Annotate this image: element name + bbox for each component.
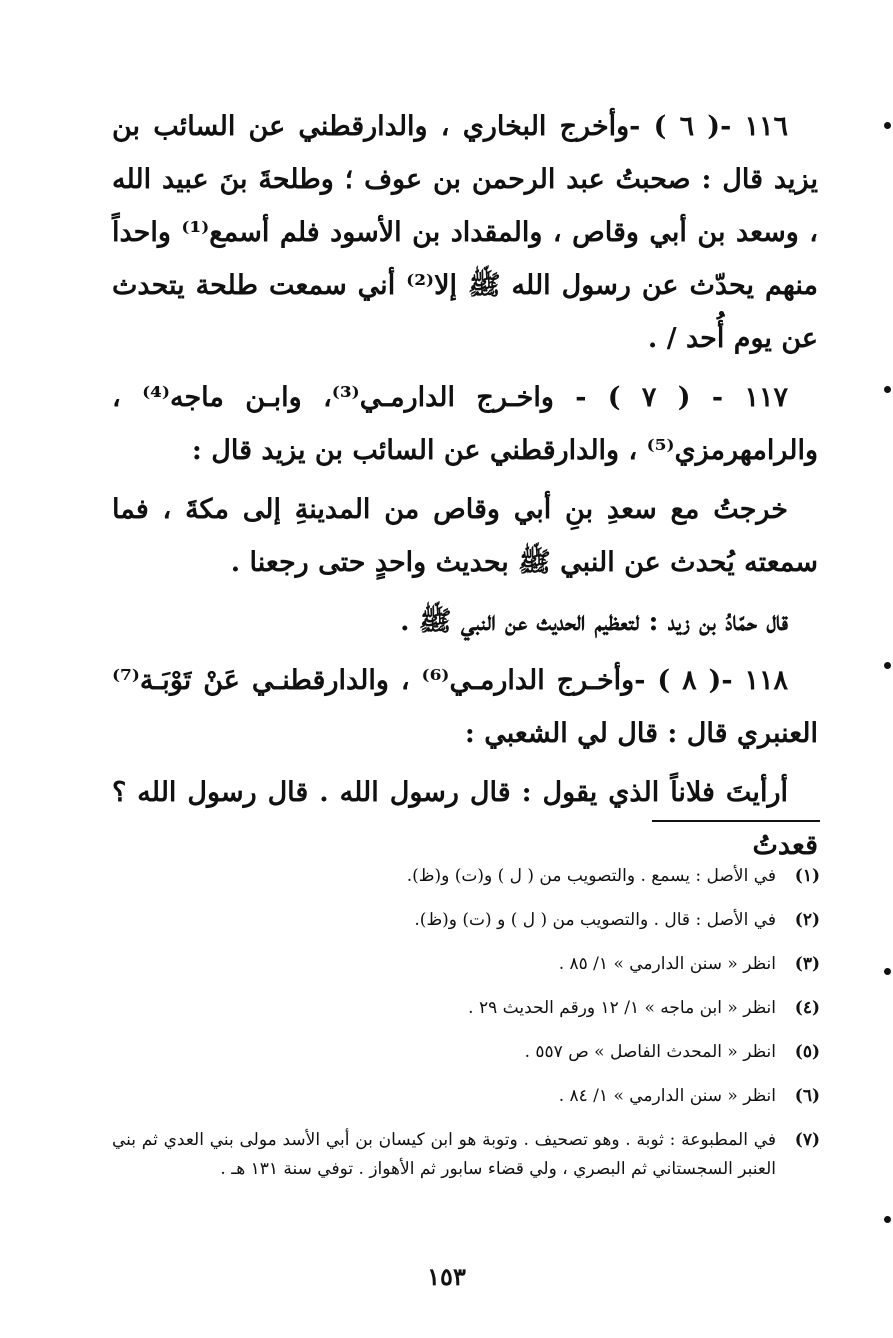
paragraph-117-quote: خرجتُ مع سعدِ بنِ أبي وقاص من المدينةِ إلى مكةَ ، فما سمعته يُحدث عن النبي ﷺ بحديث واحدٍ حتى رجعنا . bbox=[112, 494, 818, 578]
footnote-number: (٤) bbox=[794, 998, 820, 1018]
footnote-text: انظر « سنن الدارمي » ١/ ٨٤ . bbox=[558, 1086, 776, 1106]
footnote-text: انظر « سنن الدارمي » ١/ ٨٥ . bbox=[558, 954, 776, 974]
paragraph-118-quote: أرأيتَ فلاناً الذي يقول : قال رسول الله . قال رسول الله ؟ قعدتُ bbox=[112, 777, 818, 861]
main-text bbox=[112, 100, 818, 872]
footnote bbox=[112, 906, 820, 935]
margin-mark bbox=[884, 386, 891, 393]
paragraph-118: ١١٨ -( ٨ ) -وأخـرج الدارمـي⁽⁶⁾ ، والدارقطنـي عَنْ تَوْبَـة⁽⁷⁾ العنبري قال : قال لي الشعبي : bbox=[112, 665, 818, 749]
page-number: ١٥٣ bbox=[427, 1262, 466, 1291]
paragraph-117: ١١٧ - ( ٧ ) - واخـرج الدارمـي⁽³⁾، وابـن ماجه⁽⁴⁾ ، والرامهرمزي⁽⁵⁾ ، والدارقطني عن السائب بن يزيد قال : bbox=[112, 382, 818, 466]
footnote-number: (١) bbox=[794, 866, 820, 886]
footnote-number: (٦) bbox=[794, 1086, 820, 1106]
footnote bbox=[112, 950, 820, 979]
footnote-number: (٣) bbox=[794, 954, 820, 974]
footnote bbox=[112, 1126, 820, 1184]
footnote-text: في الأصل : قال . والتصويب من ( ل ) و (ت) و(ظ). bbox=[414, 910, 776, 930]
margin-mark bbox=[884, 1216, 891, 1223]
footnote bbox=[112, 994, 820, 1023]
margin-mark bbox=[884, 968, 891, 975]
footnotes bbox=[112, 862, 820, 1199]
paragraph-hammad: قال حمّادُ بن زيد : لتعظيم الحديث عن النبي ﷺ . bbox=[400, 606, 788, 637]
footnote-text: في المطبوعة : ثوبة . وهو تصحيف . وتوبة هو ابن كيسان بن أبي الأسد مولى بني العدي ثم بني العنبر السجستاني ثم البصري ، ولي قضاء سابور ثم الأهواز . توفي سنة ١٣١ هـ . bbox=[112, 1130, 776, 1179]
footnote-text: في الأصل : يسمع . والتصويب من ( ل ) و(ت) و(ظ). bbox=[406, 866, 776, 886]
footnote-text: انظر « المحدث الفاصل » ص ٥٥٧ . bbox=[524, 1042, 776, 1062]
footnote-text: انظر « ابن ماجه » ١/ ١٢ ورقم الحديث ٢٩ . bbox=[468, 998, 776, 1018]
paragraph-116: ١١٦ -( ٦ ) -وأخرج البخاري ، والدارقطني عن السائب بن يزيد قال : صحبتُ عبد الرحمن بن عوف ؛ وطلحةَ بنَ عبيد الله ، وسعد بن أبي وقاص ، والمقداد بن الأسود فلم أسمع⁽¹⁾ واحداً منهم يحدّث عن رسول الله ﷺ إلا⁽²⁾ أني سمعت طلحة يتحدث عن يوم أُحد / . bbox=[112, 111, 818, 354]
margin-mark bbox=[884, 122, 891, 129]
footnote-number: (٥) bbox=[794, 1042, 820, 1062]
footnote bbox=[112, 862, 820, 891]
footnote-number: (٢) bbox=[794, 910, 820, 930]
footnote-separator bbox=[652, 820, 820, 822]
margin-mark bbox=[884, 662, 891, 669]
footnote bbox=[112, 1082, 820, 1111]
footnote bbox=[112, 1038, 820, 1067]
footnote-number: (٧) bbox=[794, 1130, 820, 1150]
